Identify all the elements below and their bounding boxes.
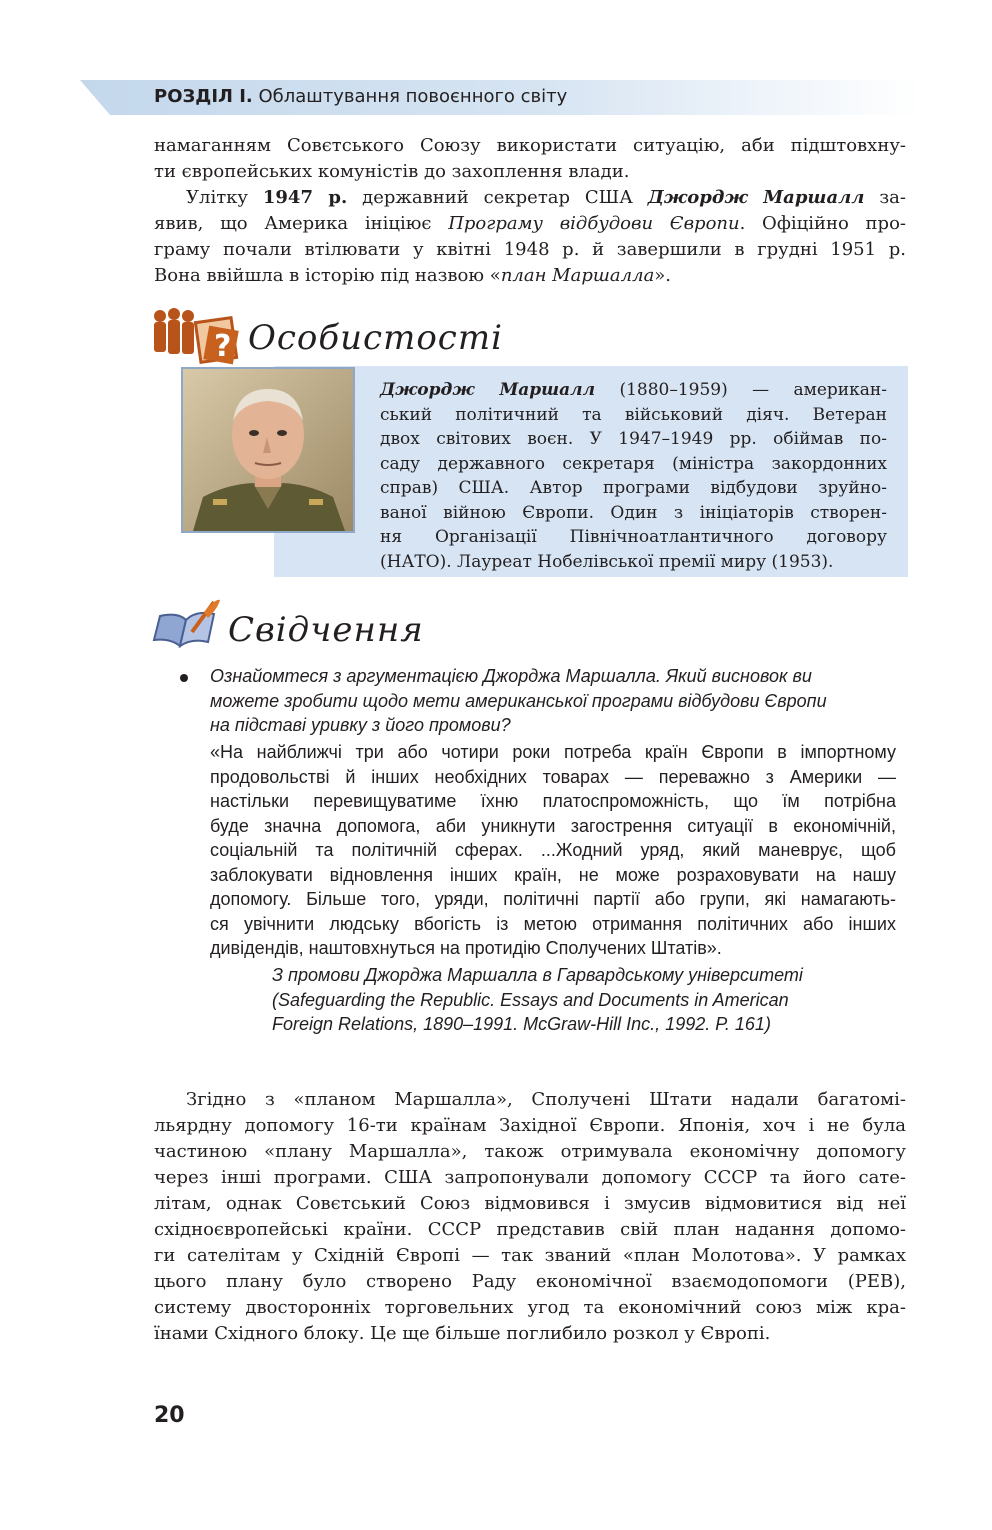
final-line-3: частиною «плану Маршалла», також отримувала економічну допомогу: [154, 1141, 906, 1162]
final-line-1: Згідно з «планом Маршалла», Сполучені Штати надали багатомі-: [186, 1089, 906, 1110]
quote-line-8: ся увічнити людську вбогість із метою отримання політичних або інших: [210, 913, 896, 934]
intro-p2-line-2: явив, що Америка ініціює Програму відбудови Європи. Офіційно про-: [154, 213, 906, 234]
quote-line-1: «На найближчі три або чотири роки потреба країн Європи в імпортному: [210, 742, 896, 762]
task-line-2: можете зробити щодо мети американської програми відбудови Європи: [210, 690, 827, 711]
bio-line-6: ваної війною Європи. Один з ініціаторів створен-: [380, 502, 887, 523]
task-line-1: Ознайомтеся з аргументацією Джорджа Маршалла. Який висновок ви: [210, 666, 812, 686]
bio-line-1: Джордж Маршалл (1880–1959) — американ-: [380, 380, 887, 400]
quote-line-5: соціальній та політичній сферах. ...Жодний уряд, який маневрує, щоб: [210, 840, 896, 860]
bio-line-7: ня Організації Північноатлантичного договору: [380, 527, 887, 547]
personalities-title: Особистості: [248, 318, 503, 358]
final-line-9: систему двосторонніх торговельних угод та економічний союз між кра-: [154, 1297, 906, 1318]
final-line-6: східноєвропейські країни. СССР представив свій план надання допомо-: [154, 1219, 906, 1240]
task-bullet: [180, 674, 188, 682]
quote-line-9: дивідендів, наштовхнуться на протидію Сполучених Штатів».: [210, 938, 722, 958]
bio-line-4: саду державного секретаря (міністра закордонних: [380, 453, 887, 474]
bio-line-5: справ) США. Автор програми відбудови зруйно-: [380, 478, 887, 498]
quote-line-6: заблокувати відновлення інших країн, не може розраховувати на нашу: [210, 864, 896, 885]
quote-line-3: настільки перевищуватиме їхню платоспроможність, що їм потрібна: [210, 791, 896, 811]
section-header: [154, 86, 567, 107]
task-line-3: на підставі уривку з його промови?: [210, 715, 511, 735]
final-line-4: через інші програми. США запропонували допомогу СССР та його сате-: [154, 1167, 906, 1188]
quote-line-4: буде значна допомога, аби уникнути загострення ситуації в економічній,: [210, 815, 896, 836]
quote-line-2: продовольстві й інших необхідних товарах — переважно з Америки —: [210, 766, 896, 787]
book-quill-icon: [152, 598, 222, 650]
intro-p2-line-1: Улітку 1947 р. державний секретар США Джордж Маршалл за-: [186, 187, 906, 208]
source-line-1: З промови Джорджа Маршалла в Гарвардському університеті: [272, 965, 803, 985]
final-line-2: льярдну допомогу 16-ти країнам Західної Європи. Японія, хоч і не була: [154, 1115, 906, 1136]
intro-p2-line-3: граму почали втілювати у квітні 1948 р. й завершили в грудні 1951 р.: [154, 239, 906, 260]
source-line-2: (Safeguarding the Republic. Essays and Documents in American: [272, 989, 789, 1010]
portrait-image: [181, 367, 355, 533]
svg-text:?: ?: [214, 329, 232, 364]
final-line-10: їнами Східного блоку. Це ще більше поглибило розкол у Європі.: [154, 1323, 771, 1344]
intro-p2-line-4: Вона ввійшла в історію під назвою «план Маршалла».: [154, 265, 672, 286]
page-number: 20: [154, 1403, 185, 1428]
bio-line-8: (НАТО). Лауреат Нобелівської премії миру (1953).: [380, 551, 834, 572]
section-title: Облаштування повоєнного світу: [258, 86, 568, 107]
source-line-3: Foreign Relations, 1890–1991. McGraw-Hill Inc., 1992. P. 161): [272, 1014, 771, 1034]
people-question-icon: [152, 306, 244, 368]
bio-line-2: ський політичний та військовий діяч. Ветеран: [380, 404, 887, 425]
final-line-7: ги сателітам у Східній Європі — так званий «план Молотова». У рамках: [154, 1245, 906, 1266]
final-line-5: літам, однак Совєтський Союз відмовився і змусив відмовитися від неї: [154, 1193, 906, 1214]
section-number: РОЗДІЛ І.: [154, 86, 253, 107]
final-line-8: цього плану було створено Раду економічної взаємодопомоги (РЕВ),: [154, 1271, 906, 1292]
intro-line-1: намаганням Совєтського Союзу використати ситуацію, аби підштовхну-: [154, 135, 906, 156]
bio-line-3: двох світових воєн. У 1947–1949 рр. обіймав по-: [380, 429, 887, 449]
quote-line-7: допомогу. Більше того, уряди, політичні партії або групи, які намагають-: [210, 889, 896, 909]
intro-line-2: ти європейських комуністів до захоплення влади.: [154, 161, 630, 182]
testimony-title: Свідчення: [228, 610, 424, 650]
